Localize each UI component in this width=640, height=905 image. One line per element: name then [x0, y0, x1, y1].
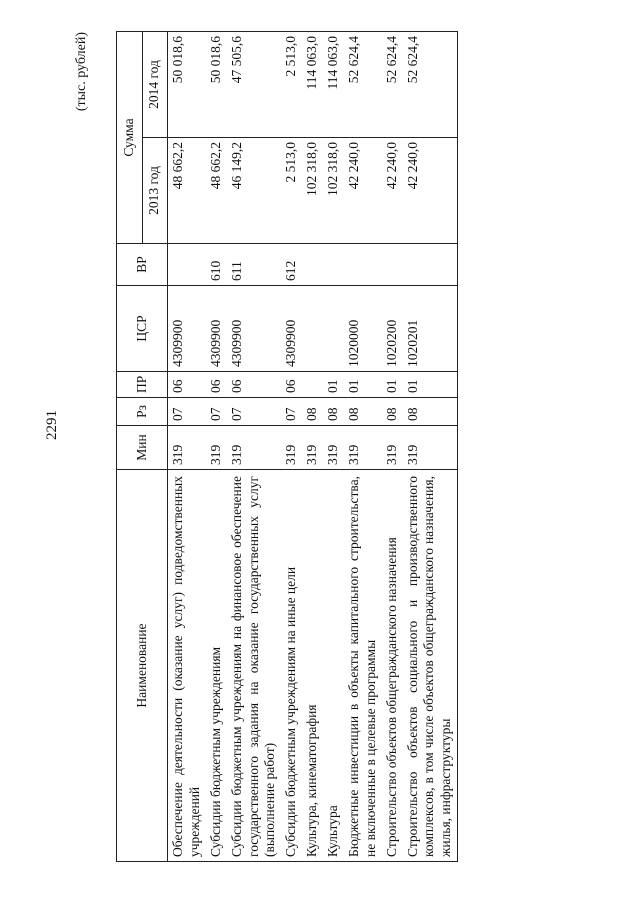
row-rz: 08	[302, 398, 323, 426]
row-csr: 4309900	[227, 286, 282, 372]
table-row	[168, 31, 206, 861]
row-amount-2013: 46 149,2	[227, 138, 282, 244]
row-vr: 611	[227, 244, 282, 286]
units-label: (тыс. рублей)	[74, 32, 89, 112]
row-csr	[302, 286, 323, 372]
row-rz: 07	[281, 398, 302, 426]
row-amount-2014: 52 624,4	[344, 31, 382, 137]
header-sum: Сумма	[117, 31, 143, 243]
header-rz: Рз	[117, 398, 168, 426]
row-min: 319	[281, 426, 302, 470]
row-csr: 1020201	[403, 286, 458, 372]
row-pr: 06	[227, 372, 282, 398]
row-name: Обеспечение деятельности (оказание услуг) подведомственных учреждений	[168, 470, 206, 862]
header-min: Мин	[117, 426, 168, 470]
row-name: Субсидии бюджетным учреждениям на иные цели	[281, 470, 302, 862]
table-header	[117, 31, 168, 861]
row-pr	[302, 372, 323, 398]
row-amount-2014: 114 063,0	[302, 31, 323, 137]
row-name: Субсидии бюджетным учреждениям	[206, 470, 227, 862]
row-pr: 06	[281, 372, 302, 398]
row-pr: 01	[344, 372, 382, 398]
row-amount-2013: 102 318,0	[323, 138, 344, 244]
header-year-2014: 2014 год	[142, 31, 168, 137]
header-vr: ВР	[117, 244, 168, 286]
row-rz: 08	[323, 398, 344, 426]
row-min: 319	[323, 426, 344, 470]
row-pr: 01	[382, 372, 403, 398]
row-min: 319	[403, 426, 458, 470]
row-vr	[344, 244, 382, 286]
table-row	[302, 31, 323, 861]
row-pr: 01	[403, 372, 458, 398]
row-rz: 08	[344, 398, 382, 426]
row-vr: 610	[206, 244, 227, 286]
table-row	[344, 31, 382, 861]
row-amount-2013: 42 240,0	[382, 138, 403, 244]
table-row	[227, 31, 282, 861]
row-amount-2013: 42 240,0	[403, 138, 458, 244]
header-name: Наименование	[117, 470, 168, 862]
row-amount-2014: 50 018,6	[206, 31, 227, 137]
row-rz: 08	[382, 398, 403, 426]
row-name: Культура, кинематография	[302, 470, 323, 862]
header-pr: ПР	[117, 372, 168, 398]
row-name: Строительство объектов социального и производственного комплексов, в том числе объектов общегражданского назначения, жилья, инфраструктуры	[403, 470, 458, 862]
row-amount-2013: 102 318,0	[302, 138, 323, 244]
row-min: 319	[382, 426, 403, 470]
table-row	[206, 31, 227, 861]
row-vr	[168, 244, 206, 286]
row-amount-2014: 2 513,0	[281, 31, 302, 137]
row-min: 319	[168, 426, 206, 470]
row-pr: 06	[206, 372, 227, 398]
row-csr: 4309900	[281, 286, 302, 372]
row-amount-2014: 114 063,0	[323, 31, 344, 137]
row-amount-2013: 42 240,0	[344, 138, 382, 244]
row-rz: 07	[206, 398, 227, 426]
row-vr	[302, 244, 323, 286]
header-year-2013: 2013 год	[142, 138, 168, 244]
row-min: 319	[227, 426, 282, 470]
header-csr: ЦСР	[117, 286, 168, 372]
row-rz: 08	[403, 398, 458, 426]
row-amount-2013: 2 513,0	[281, 138, 302, 244]
table-row	[281, 31, 302, 861]
row-vr	[382, 244, 403, 286]
row-csr: 1020200	[382, 286, 403, 372]
page-number: 2291	[44, 410, 60, 440]
table-row	[323, 31, 344, 861]
row-amount-2014: 52 624,4	[403, 31, 458, 137]
table-row	[403, 31, 458, 861]
row-min: 319	[206, 426, 227, 470]
row-amount-2014: 52 624,4	[382, 31, 403, 137]
row-amount-2014: 47 505,6	[227, 31, 282, 137]
row-name: Бюджетные инвестиции в объекты капитального строительства, не включенные в целевые программы	[344, 470, 382, 862]
row-csr	[323, 286, 344, 372]
table-row	[382, 31, 403, 861]
row-rz: 07	[227, 398, 282, 426]
row-name: Культура	[323, 470, 344, 862]
row-min: 319	[344, 426, 382, 470]
row-vr: 612	[281, 244, 302, 286]
row-vr	[323, 244, 344, 286]
row-amount-2013: 48 662,2	[168, 138, 206, 244]
row-csr: 1020000	[344, 286, 382, 372]
budget-table	[116, 31, 458, 862]
row-name: Субсидии бюджетным учреждениям на финансовое обеспечение государственного задания на оказание государственных услуг (выполнение работ)	[227, 470, 282, 862]
row-pr: 01	[323, 372, 344, 398]
row-csr: 4309900	[168, 286, 206, 372]
budget-table-page	[74, 32, 576, 862]
row-csr: 4309900	[206, 286, 227, 372]
row-vr	[403, 244, 458, 286]
row-pr: 06	[168, 372, 206, 398]
row-name: Строительство объектов общегражданского назначения	[382, 470, 403, 862]
row-min: 319	[302, 426, 323, 470]
row-amount-2013: 48 662,2	[206, 138, 227, 244]
row-amount-2014: 50 018,6	[168, 31, 206, 137]
row-rz: 07	[168, 398, 206, 426]
